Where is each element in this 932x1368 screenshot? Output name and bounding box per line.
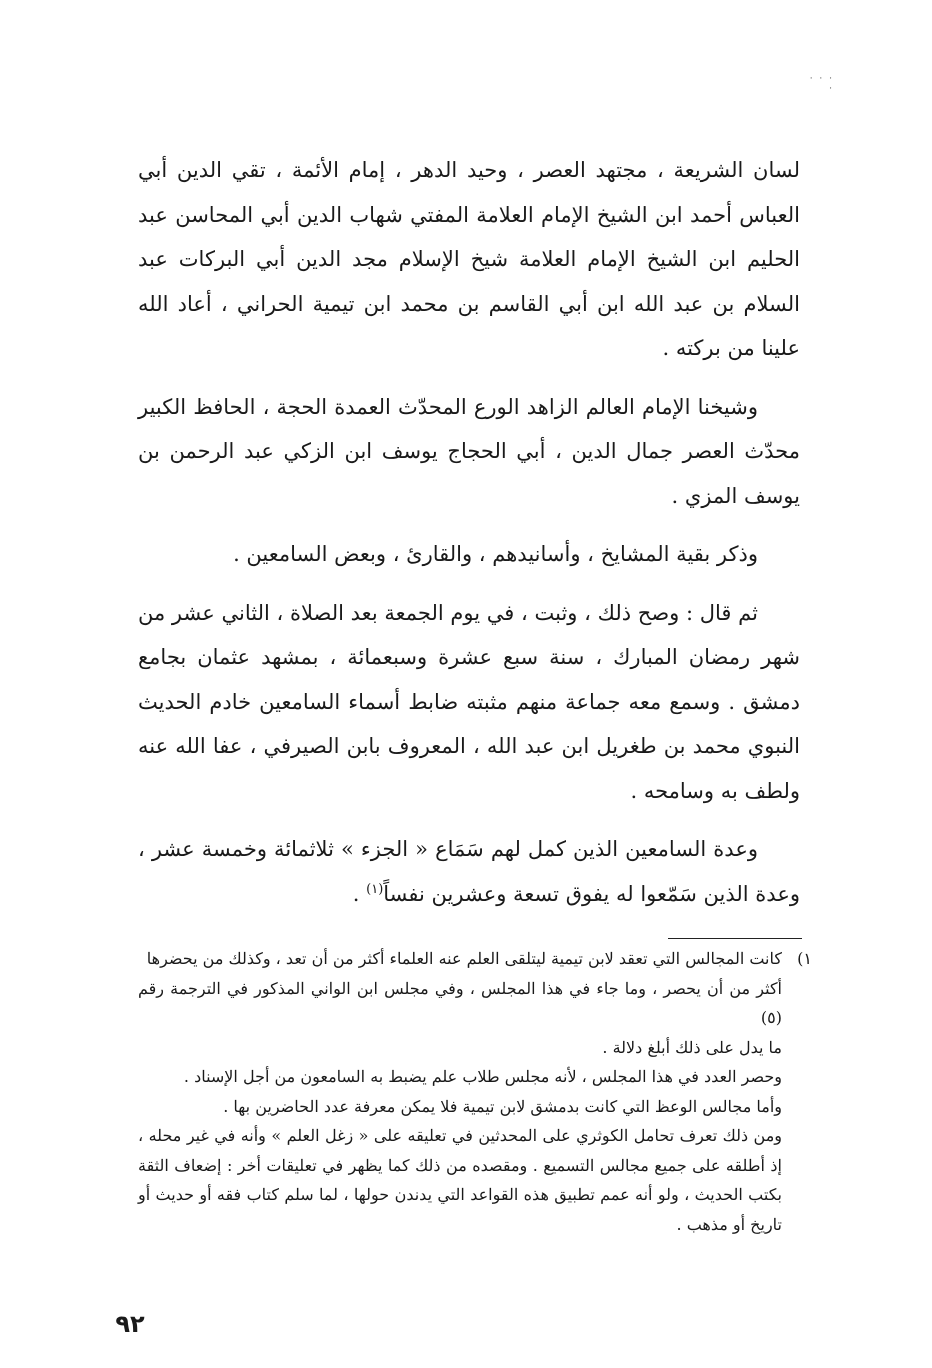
footnote-paragraph: وحصر العدد في هذا المجلس ، لأنه مجلس طلاب علم يضبط به السامعون من أجل الإسناد .: [183, 1067, 782, 1086]
footnote-line: ما يدل على ذلك أبلغ دلالة .: [602, 1037, 782, 1057]
footnote-line: كانت المجالس التي تعقد لابن تيمية ليتلقى العلم عنه العلماء أكثر من أن تعد ، وكذلك من يحضرها: [146, 949, 782, 968]
footnote-1: [138, 944, 812, 1062]
footnotes-section: [138, 944, 812, 1239]
footnote-reference[interactable]: (١): [366, 881, 384, 897]
paragraph-1: لسان الشريعة ، مجتهد العصر ، وحيد الدهر ، إمام الأئمة ، تقي الدين أبي العباس أحمد ابن الشيخ الإمام العلامة المفتي شهاب الدين أبي المحاسن عبد الحليم ابن الشيخ الإمام العلامة شيخ الإسلام مجد الدين أبي البركات عبد السلام بن عبد الله ابن أبي القاسم بن محمد ابن تيمية الحراني ، أعاد الله علينا من بركته .: [138, 158, 800, 360]
footnote-line: أكثر من أن يحصر ، وما جاء في هذا المجلس ، وفي مجلس ابن الواني المذكور في الترجمة رقم (٥): [138, 978, 782, 1027]
footnote-divider: [668, 938, 802, 939]
paragraph-5-text: وعدة السامعين الذين كمل لهم سَمَاع « الجزء » ثلاثمائة وخمسة عشر ، وعدة الذين سَمّعوا له يفوق تسعة وعشرين نفساً: [138, 837, 800, 906]
paragraph-4: ثم قال : وصح ذلك ، وثبت ، في يوم الجمعة بعد الصلاة ، الثاني عشر من شهر رمضان المبارك ، سنة سبع عشرة وسبعمائة ، بمشهد عثمان بجامع دمشق . وسمع معه جماعة منهم مثبته ضابط أسماء السامعين خادم الحديث النبوي محمد بن طغريل ابن عبد الله ، المعروف بابن الصيرفي ، عفا الله عنه ولطف به وسامحه .: [138, 600, 800, 803]
footnote-marker: ١): [797, 949, 812, 968]
footnote-paragraph: وأما مجالس الوعظ التي كانت بدمشق لابن تيمية فلا يمكن معرفة عدد الحاضرين بها .: [223, 1096, 782, 1116]
paragraph-5-end: .: [352, 881, 367, 906]
page-number: ٩٢: [115, 1310, 145, 1338]
footnote-paragraph: ومن ذلك تعرف تحامل الكوثري على المحدثين في تعليقه على « زغل العلم » وأنه في غير محله ، إذ أطلقه على جميع مجالس التسميع . ومقصده من ذلك كما يظهر في تعليقات أخر : إضعاف الثقة بكتب الحديث ، ولو أنه عمم تطبيق هذه القواعد التي يدندن حولها ، لما سلم كتاب فقه أو حديث أو تاريخ أو مذهب .: [138, 1126, 782, 1234]
footnote-1-body: [138, 944, 782, 1062]
paragraph-3: وذكر بقية المشايخ ، وأسانيدهم ، والقارئ ، وبعض السامعين .: [233, 542, 758, 566]
corner-mark: · · · ·: [809, 74, 834, 94]
paragraph-2: وشيخنا الإمام العالم الزاهد الورع المحدّث العمدة الحجة ، الحافظ الكبير محدّث العصر جمال الدين ، أبي الحجاج يوسف ابن الزكي عبد الرحمن بن يوسف المزي .: [138, 394, 800, 508]
paragraph-5: [138, 827, 800, 916]
main-text-body: [138, 148, 800, 930]
